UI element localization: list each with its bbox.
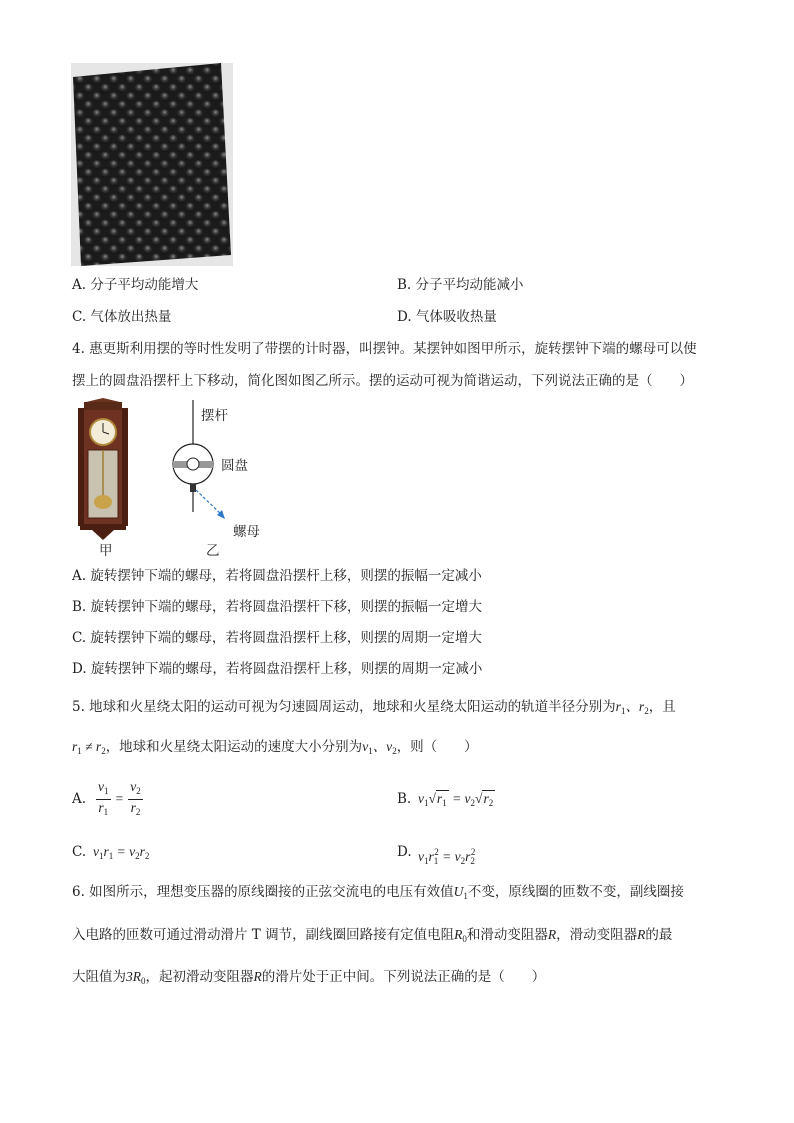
label-rod: 摆杆 — [201, 408, 228, 424]
q6-line3-post: ，起初滑动变阻器 — [145, 969, 254, 985]
q5-option-b-formula: $v_1√r_1 = v_2√r_2$ — [418, 791, 494, 808]
q6-line1-text: 6. 如图所示，理想变压器的原线圈接的正弦交流电的电压有效值 — [72, 884, 454, 900]
q5-option-b-label: B. — [397, 791, 412, 807]
var-r-2: R — [637, 927, 646, 942]
q5-stem-line1 — [72, 697, 676, 721]
q3-option-d: D. 气体吸收热量 — [397, 309, 497, 325]
q5-line1-post: ，且 — [648, 699, 676, 715]
q5-line2-mid: ，地球和火星绕太阳运动的速度大小分别为 — [105, 739, 363, 755]
var-u1: $U_1$ — [453, 884, 468, 901]
var-r0: $R_0$ — [454, 927, 467, 944]
q4-stem-line1: 4. 惠更斯利用摆的等时性发明了带摆的计时器，叫摆钟。某摆钟如图甲所示，旋转摆钟下端的螺母可以使 — [72, 341, 697, 357]
var-v1-v2: $v_1$、$v_2$ — [362, 739, 397, 756]
figure-jia-label: 甲 — [99, 543, 113, 559]
q5-option-a-formula: $\frac{v_1}{r_1}$ = $\frac{v_2}{r_2}$ — [98, 779, 141, 817]
q4-option-d: D. 旋转摆钟下端的螺母，若将圆盘沿摆杆上移，则摆的周期一定减小 — [72, 661, 483, 677]
label-nut: 螺母 — [233, 524, 260, 540]
q3-option-a: A. 分子平均动能增大 — [72, 277, 199, 293]
q6-line2-text: 入电路的匝数可通过滑动滑片 T 调节，副线圈回路接有定值电阻 — [72, 927, 455, 943]
q6-line2-post: 的最 — [645, 927, 673, 943]
q5-stem-line2 — [72, 737, 478, 761]
q6-line3-text: 大阻值为 — [72, 969, 126, 985]
var-r-3: R — [253, 969, 262, 984]
q3-option-c: C. 气体放出热量 — [72, 309, 172, 325]
q6-line2-mid: 和滑动变阻器 — [466, 927, 548, 943]
label-disk: 圆盘 — [221, 458, 248, 474]
q6-line2-mid2: ，滑动变阻器 — [556, 927, 638, 943]
pendulum-clock-figure — [72, 398, 134, 540]
q5-line1-text: 5. 地球和火星绕太阳的运动可视为匀速圆周运动，地球和火星绕太阳运动的轨道半径分别为 — [72, 699, 616, 715]
var-r1-r2: $r_1$、$r_2$ — [615, 699, 649, 716]
r1-neq-r2: $r_1 \ne r_2$ — [72, 739, 106, 756]
q5-option-a-label: A. — [72, 791, 87, 807]
figure-yi-label: 乙 — [206, 543, 220, 559]
q6-line1-post: 不变，原线圈的匝数不变，副线圈接 — [467, 884, 684, 900]
q5-option-c-label: C. — [72, 844, 87, 860]
var-r: R — [547, 927, 557, 942]
q4-stem-line2: 摆上的圆盘沿摆杆上下移动，简化图如图乙所示。摆的运动可视为简谐运动，下列说法正确的是（ ） — [72, 373, 693, 389]
q4-option-c: C. 旋转摆钟下端的螺母，若将圆盘沿摆杆上移，则摆的周期一定增大 — [72, 630, 482, 646]
q3-option-b: B. 分子平均动能减小 — [397, 277, 524, 293]
q4-option-a: A. 旋转摆钟下端的螺母，若将圆盘沿摆杆上移，则摆的振幅一定减小 — [72, 568, 482, 584]
q5-line2-post: ，则（ ） — [396, 739, 478, 755]
q6-stem-line2 — [72, 925, 672, 949]
rubber-mat-photo — [71, 63, 233, 266]
q6-stem-line1 — [72, 882, 684, 906]
var-3r0: $3R_0$ — [126, 969, 146, 986]
q5-option-c-formula: $v_1r_1 = v_2r_2$ — [93, 844, 150, 861]
q4-option-b: B. 旋转摆钟下端的螺母，若将圆盘沿摆杆下移，则摆的振幅一定增大 — [72, 599, 483, 615]
q6-line3-end: 的滑片处于正中间。下列说法正确的是（ ） — [261, 969, 546, 985]
q6-stem-line3 — [72, 967, 545, 991]
q5-option-d-formula: $v_1r_1^2 = v_2r_2^2$ — [418, 847, 476, 866]
q5-option-d-label: D. — [397, 844, 412, 860]
